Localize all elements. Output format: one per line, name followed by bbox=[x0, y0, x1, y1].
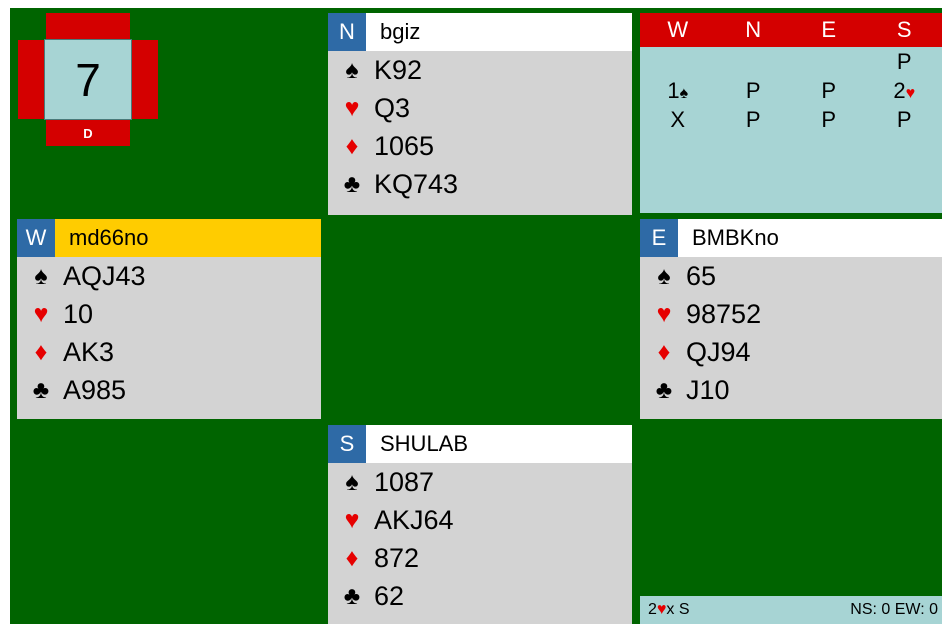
bid bbox=[640, 47, 716, 76]
suit-row-hearts bbox=[328, 501, 632, 539]
suit-row-clubs bbox=[640, 371, 942, 409]
diamond-icon: ♦ bbox=[345, 131, 359, 160]
cards[interactable]: A985 bbox=[63, 374, 127, 405]
cards[interactable]: Q3 bbox=[374, 92, 411, 123]
cards[interactable]: AKJ64 bbox=[374, 504, 454, 535]
bid: P bbox=[821, 78, 837, 103]
cards[interactable]: K92 bbox=[374, 54, 423, 85]
hand-header bbox=[640, 219, 942, 257]
cards[interactable]: J10 bbox=[686, 374, 730, 405]
bid: P bbox=[896, 49, 912, 74]
suit-row-spades bbox=[640, 257, 942, 295]
board-indicator bbox=[18, 13, 158, 146]
spade-icon: ♠ bbox=[345, 55, 359, 84]
bid bbox=[791, 47, 867, 76]
cards[interactable]: AK3 bbox=[63, 336, 115, 367]
cards[interactable]: 10 bbox=[63, 298, 94, 329]
score-display: NS: 0 EW: 0 bbox=[850, 601, 938, 618]
auction-header-west: W bbox=[667, 17, 689, 42]
seat-badge: W bbox=[17, 219, 55, 257]
auction-row bbox=[640, 105, 942, 134]
suit-row-spades bbox=[328, 51, 632, 89]
cards[interactable]: 1065 bbox=[374, 130, 435, 161]
heart-icon: ♥ bbox=[344, 505, 360, 534]
suit-row-diamonds bbox=[17, 333, 321, 371]
cards[interactable]: 98752 bbox=[686, 298, 762, 329]
seat-badge: S bbox=[328, 425, 366, 463]
player-name[interactable]: BMBKno bbox=[692, 225, 779, 250]
suit-row-hearts bbox=[328, 89, 632, 127]
heart-icon: ♥ bbox=[656, 299, 672, 328]
bid: 2♥ bbox=[893, 78, 916, 103]
cards[interactable]: 62 bbox=[374, 580, 405, 611]
suit-row-diamonds bbox=[328, 539, 632, 577]
heart-icon: ♥ bbox=[656, 601, 667, 618]
bid: P bbox=[745, 107, 761, 132]
diamond-icon: ♦ bbox=[34, 337, 48, 366]
suit-row-clubs bbox=[17, 371, 321, 409]
cards[interactable]: 65 bbox=[686, 260, 717, 291]
dealer-marker: D bbox=[83, 125, 93, 141]
bid: P bbox=[821, 107, 837, 132]
heart-icon: ♥ bbox=[905, 85, 916, 102]
north-vulnerability-bar bbox=[46, 13, 130, 39]
club-icon: ♣ bbox=[343, 581, 361, 610]
hand-east bbox=[640, 219, 942, 419]
auction-header-east: E bbox=[821, 17, 837, 42]
hand-header bbox=[328, 425, 632, 463]
west-vulnerability-bar bbox=[18, 40, 44, 119]
hand-header bbox=[17, 219, 321, 257]
suit-row-diamonds bbox=[328, 127, 632, 165]
club-icon: ♣ bbox=[343, 169, 361, 198]
auction-header bbox=[640, 13, 942, 47]
suit-row-clubs bbox=[328, 577, 632, 615]
club-icon: ♣ bbox=[655, 375, 673, 404]
hand-header bbox=[328, 13, 632, 51]
cards[interactable]: 1087 bbox=[374, 466, 435, 497]
suit-row-hearts bbox=[17, 295, 321, 333]
seat-badge: N bbox=[328, 13, 366, 51]
auction-row bbox=[640, 47, 942, 76]
bid: P bbox=[745, 78, 761, 103]
heart-icon: ♥ bbox=[33, 299, 49, 328]
cards[interactable]: 872 bbox=[374, 542, 420, 573]
bid: X bbox=[670, 107, 686, 132]
player-name[interactable]: SHULAB bbox=[380, 431, 469, 456]
cards[interactable]: AQJ43 bbox=[63, 260, 146, 291]
hand-west bbox=[17, 219, 321, 419]
bid: 1♠ bbox=[667, 78, 689, 103]
suit-row-spades bbox=[17, 257, 321, 295]
player-name[interactable]: md66no bbox=[69, 225, 149, 250]
suit-row-clubs bbox=[328, 165, 632, 203]
diamond-icon: ♦ bbox=[345, 543, 359, 572]
auction-header-south: S bbox=[896, 17, 912, 42]
bridge-table bbox=[10, 8, 942, 624]
contract-display: 2♥x S bbox=[648, 601, 690, 618]
cards[interactable]: QJ94 bbox=[686, 336, 751, 367]
contract-status-bar bbox=[640, 596, 942, 624]
auction-row bbox=[640, 76, 942, 105]
seat-badge: E bbox=[640, 219, 678, 257]
suit-row-diamonds bbox=[640, 333, 942, 371]
auction-panel bbox=[640, 13, 942, 213]
board-number: 7 bbox=[44, 39, 132, 120]
player-name[interactable]: bgiz bbox=[380, 19, 421, 44]
heart-icon: ♥ bbox=[344, 93, 360, 122]
spade-icon: ♠ bbox=[679, 85, 689, 102]
east-vulnerability-bar bbox=[132, 40, 158, 119]
spade-icon: ♠ bbox=[345, 467, 359, 496]
spade-icon: ♠ bbox=[657, 261, 671, 290]
diamond-icon: ♦ bbox=[657, 337, 671, 366]
bid: P bbox=[896, 107, 912, 132]
club-icon: ♣ bbox=[32, 375, 50, 404]
hand-north bbox=[328, 13, 632, 215]
bid bbox=[716, 47, 792, 76]
spade-icon: ♠ bbox=[34, 261, 48, 290]
auction-header-north: N bbox=[745, 17, 762, 42]
hand-south bbox=[328, 425, 632, 624]
suit-row-hearts bbox=[640, 295, 942, 333]
suit-row-spades bbox=[328, 463, 632, 501]
cards[interactable]: KQ743 bbox=[374, 168, 459, 199]
